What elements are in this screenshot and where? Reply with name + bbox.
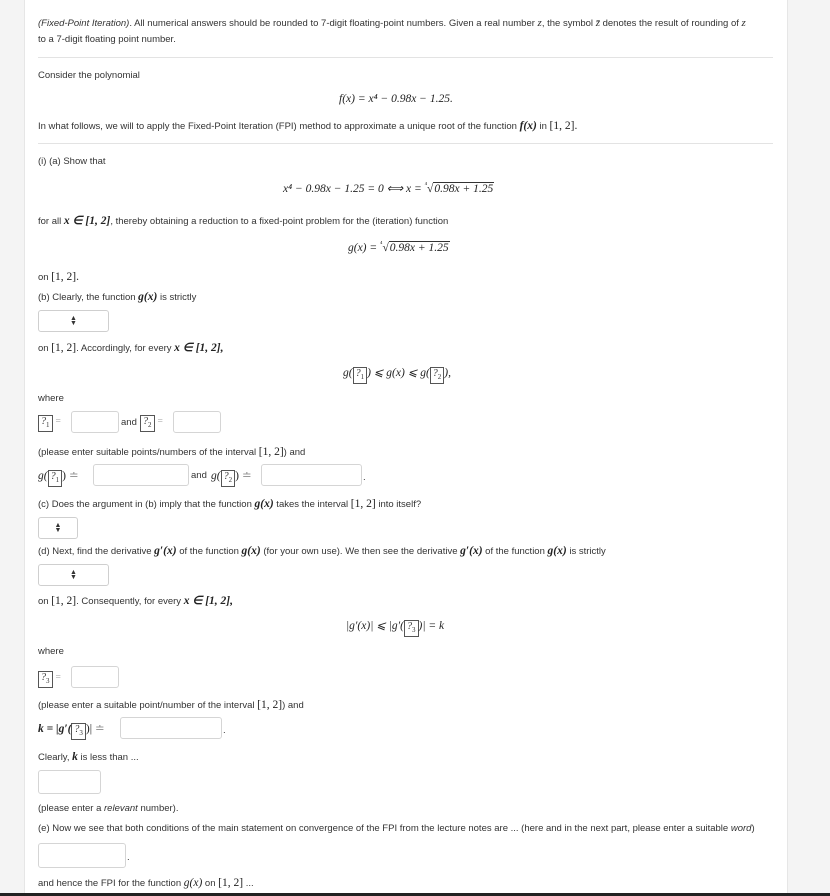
period: . (363, 472, 366, 483)
q3-input[interactable] (71, 666, 119, 688)
q2-input[interactable] (173, 411, 221, 433)
g-q1-label: g( $?_1$ ) ≐ (38, 468, 82, 487)
q3-label: $?_3$ = (38, 671, 64, 688)
points-instruction: (please enter suitable points/numbers of the interval [1, 2]) and (38, 446, 306, 458)
forall-text: for all x ∈ [1, 2], thereby obtaining a reduction to a fixed-point problem for the (iteration) function (38, 215, 449, 227)
q2-label: $?_2$ = (140, 415, 166, 432)
intro-label: (Fixed-Point Iteration) (38, 18, 130, 29)
fpi-intro-text: In what follows, we will to apply the Fixed-Point Iteration (FPI) method to approximate a unique root of the function f(x) in [1, 2]. (38, 120, 578, 132)
clearly-k-text: Clearly, k is less than ... (38, 751, 139, 763)
q1-input[interactable] (71, 411, 119, 433)
part-ia-label: (i) (a) Show that (38, 156, 106, 167)
monotonic-select-b[interactable] (38, 310, 109, 332)
intro-line-2: to a 7-digit floating point number. (38, 34, 176, 45)
point-instruction: (please enter a suitable point/number of the interval [1, 2]) and (38, 699, 304, 711)
yes-no-select-c[interactable] (38, 517, 78, 539)
q1-label: $?_1$ = (38, 415, 64, 432)
divider (38, 143, 773, 144)
accordingly-text: on [1, 2]. Accordingly, for every x ∈ [1, 2], (38, 342, 224, 354)
question-card (24, 0, 788, 893)
part-e-text: (e) Now we see that both conditions of the main statement on convergence of the FPI from the lecture notes are ... (here and in the next part, please enter a suitable word) (38, 823, 755, 834)
bounds-inequality: g( $?_1$ ) ⩽ g(x) ⩽ g( $?_2$ ), (343, 365, 451, 384)
divider (38, 57, 773, 58)
relevant-instruction: (please enter a relevant number). (38, 803, 179, 814)
hence-text: and hence the FPI for the function g(x) on [1, 2] ... (38, 877, 254, 889)
where-label: where (38, 393, 64, 404)
convergence-conditions-input[interactable] (38, 843, 126, 868)
iteration-function-formula: g(x) = $^{^4}$√0.98x + 1.25 (348, 240, 449, 254)
part-c-text: (c) Does the argument in (b) imply that the function g(x) takes the interval [1, 2] into itself? (38, 498, 422, 510)
where-label: where (38, 646, 64, 657)
derivative-bound: |g′(x)| ⩽ |g′( $?_3$ )| = k (346, 618, 444, 637)
g-q2-label: g( $?_2$ ) ≐ (211, 468, 255, 487)
consequently-text: on [1, 2]. Consequently, for every x ∈ [1, 2], (38, 595, 233, 607)
intro-line: (Fixed-Point Iteration). All numerical answers should be rounded to 7-digit floating-point numbers. Given a real number z, the symbol z̄ denotes the result of rounding of z (38, 17, 746, 29)
equivalence-formula: x⁴ − 0.98x − 1.25 = 0 ⟺ x = $^{^4}$√0.98x + 1.25 (283, 181, 494, 195)
k-label: k = |g′( $?_3$ )| ≐ (38, 721, 108, 740)
g-q2-input[interactable] (261, 464, 362, 486)
updown-arrow-icon: ▲ ▼ (70, 315, 77, 327)
part-b-text: (b) Clearly, the function g(x) is strictly (38, 291, 197, 303)
placeholder-q2: $?_2$ (430, 367, 445, 384)
placeholder-q1: $?_1$ (353, 367, 368, 384)
and-label: and (191, 470, 207, 481)
monotonic-select-d[interactable] (38, 564, 109, 586)
period: . (223, 725, 226, 736)
part-d-text: (d) Next, find the derivative g′(x) of the function g(x) (for your own use). We then see the derivative g′(x) of the function g(x) is strictly (38, 545, 606, 557)
updown-arrow-icon: ▲ ▼ (54, 522, 62, 534)
on-interval-text: on [1, 2]. (38, 271, 80, 283)
consider-text: Consider the polynomial (38, 70, 140, 81)
and-label: and (121, 417, 137, 428)
k-input[interactable] (120, 717, 222, 739)
k-bound-input[interactable] (38, 770, 101, 794)
period: . (127, 852, 130, 863)
g-q1-input[interactable] (93, 464, 189, 486)
polynomial-formula: f(x) = x⁴ − 0.98x − 1.25. (339, 93, 453, 105)
updown-arrow-icon: ▲ ▼ (70, 569, 77, 581)
